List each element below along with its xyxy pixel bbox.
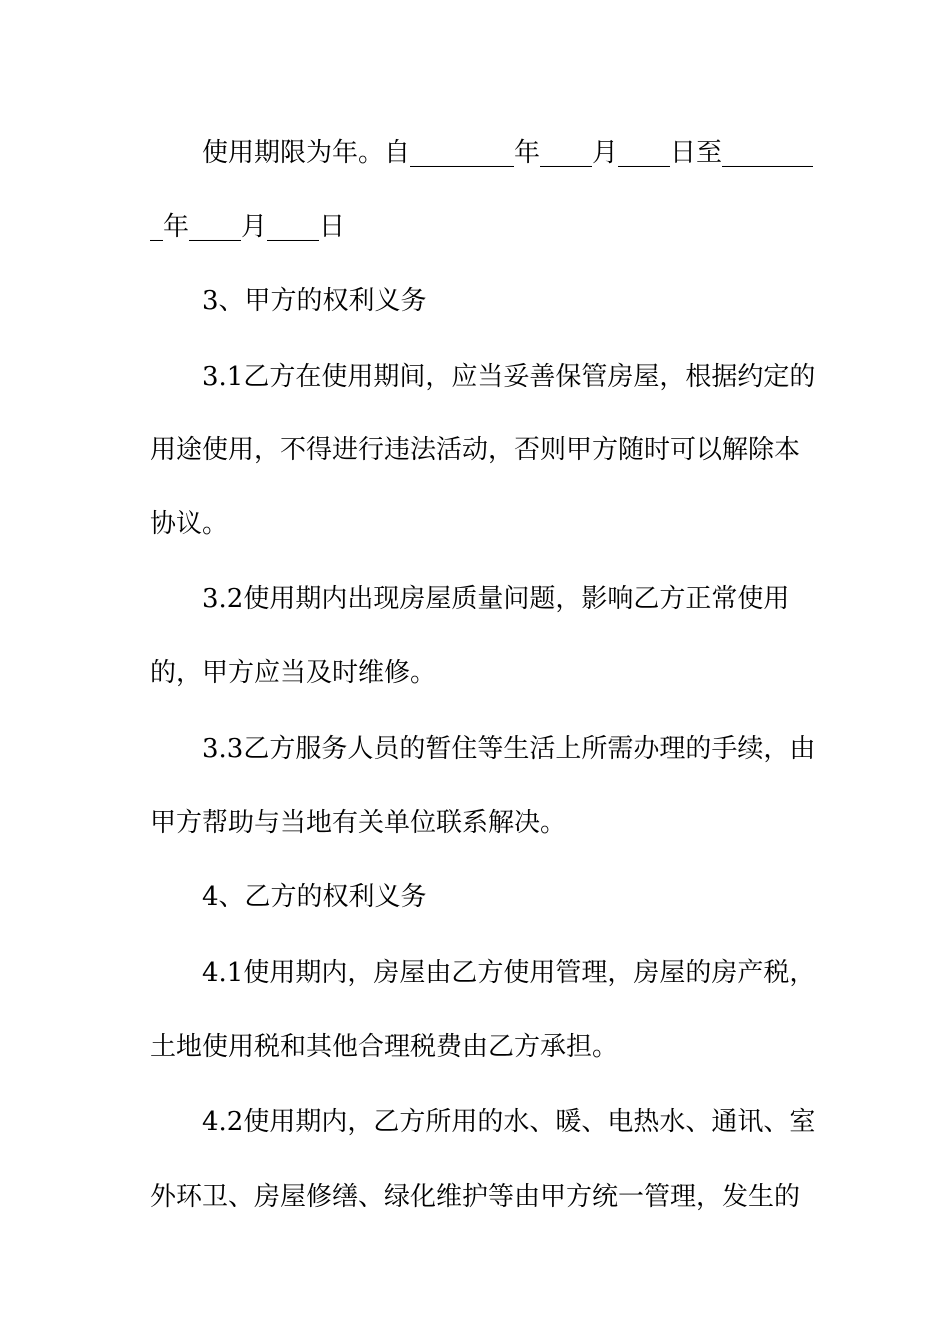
clause-4-2-line-1: 4.2使用期内，乙方所用的水、暖、电热水、通讯、室 [202,1107,816,1137]
clause-4-1-line-1: 4.1使用期内，房屋由乙方使用管理，房屋的房产税， [202,958,816,988]
clause-3-2-line-2: 的，甲方应当及时维修。 [150,658,437,688]
clause-4-2-line-2: 外环卫、房屋修缮、绿化维护等由甲方统一管理，发生的 [150,1182,801,1212]
text-line-2: _年____月____日 [150,212,346,242]
clause-3-1-line-1: 3.1乙方在使用期间，应当妥善保管房屋，根据约定的 [202,362,816,392]
clause-3-1-line-2: 用途使用，不得进行违法活动，否则甲方随时可以解除本 [150,435,801,465]
clause-3-3-line-1: 3.3乙方服务人员的暂住等生活上所需办理的手续，由 [202,734,816,764]
clause-3-3-line-2: 甲方帮助与当地有关单位联系解决。 [150,808,567,838]
section-heading-4: 4、乙方的权利义务 [202,882,427,912]
section-heading-3: 3、甲方的权利义务 [202,286,427,316]
text-line-1: 使用期限为年。自________年____月____日至_______ [202,138,814,168]
clause-3-2-line-1: 3.2使用期内出现房屋质量问题，影响乙方正常使用 [202,584,790,614]
clause-4-1-line-2: 土地使用税和其他合理税费由乙方承担。 [150,1032,619,1062]
clause-3-1-line-3: 协议。 [150,509,229,539]
